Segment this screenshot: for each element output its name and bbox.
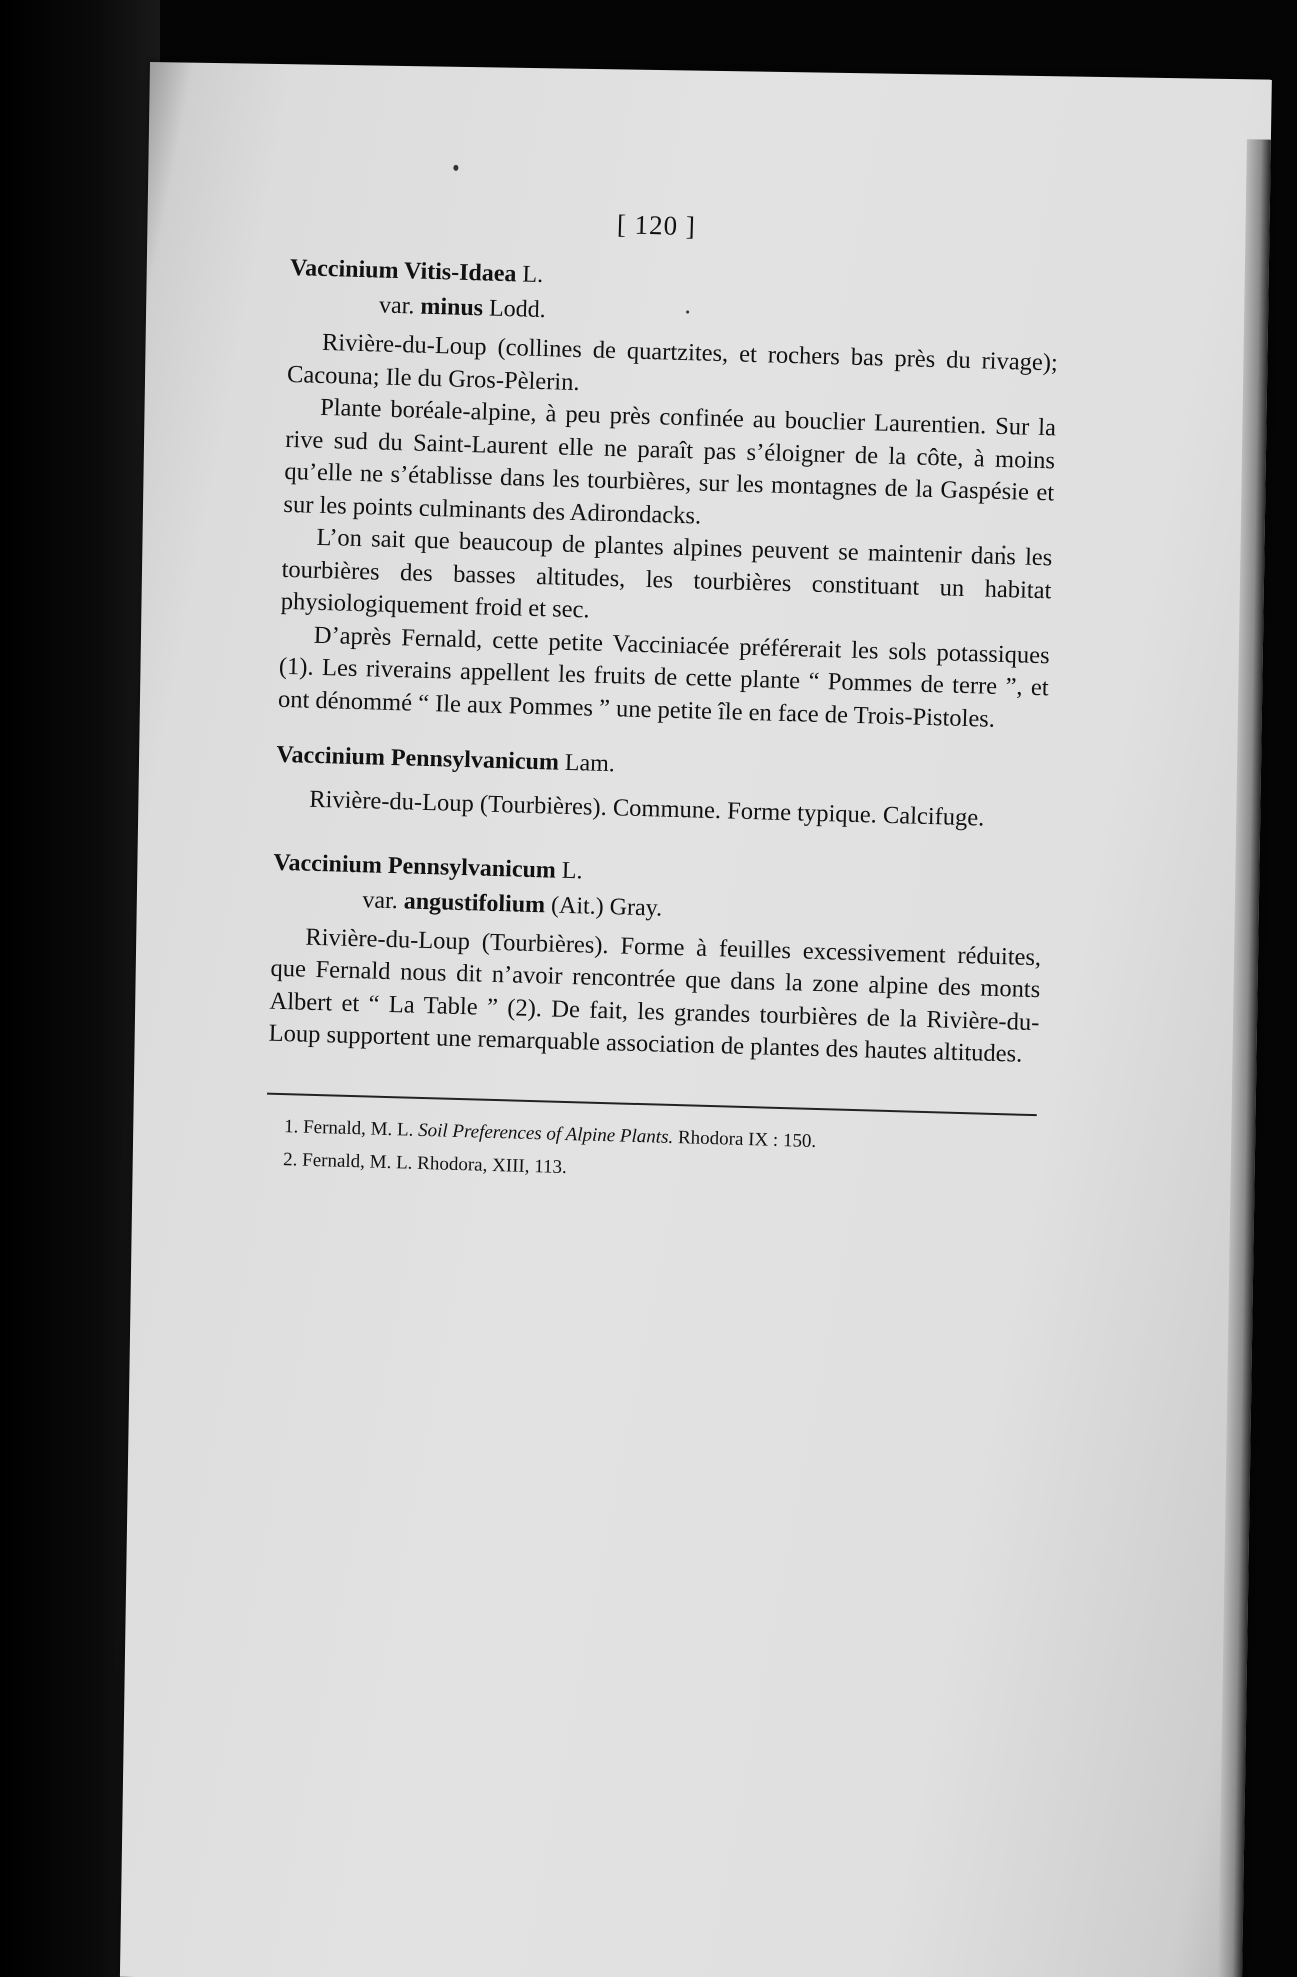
- page-number: [ 120 ]: [616, 209, 697, 242]
- species-author: Lam.: [564, 749, 616, 778]
- paper-speck: [453, 165, 458, 171]
- species-name: Vaccinium Pennsylvanicum: [276, 741, 560, 776]
- footnote-number: 2.: [282, 1148, 298, 1171]
- page-text: [265, 200, 1062, 1200]
- paragraph: Plante boréale-alpine, à peu près confinée au bouclier Laurentien. Sur la rive sud du Saint-Laurent elle ne paraît pas s’éloigner de la côte, à moins qu’elle ne s’établisse dans les tourbières, sur les montagnes de la Gaspésie et sur les points culminants des Adirondacks.: [283, 393, 1057, 530]
- variety-name: minus: [420, 293, 484, 322]
- footnote-source: Rhodora, XIII, 113.: [416, 1152, 568, 1178]
- paragraph: Rivière-du-Loup (Tourbières). Commune. Forme typique. Calcifuge.: [308, 785, 985, 832]
- footnote-title: Soil Preferences of Alpine Plants.: [417, 1119, 674, 1148]
- variety-author: (Ait.) Gray.: [550, 892, 663, 922]
- species-name: Vaccinium Vitis-Idaea: [289, 254, 517, 288]
- species-author: L.: [522, 261, 544, 289]
- footnote-author: Fernald, M. L.: [301, 1149, 413, 1174]
- species-author: L.: [561, 857, 583, 884]
- species-name: Vaccinium Pennsylvanicum: [273, 849, 557, 884]
- footnote-number: 1.: [283, 1115, 299, 1138]
- page-edge-shadow: [1218, 139, 1271, 1977]
- variety-prefix: var.: [362, 886, 399, 914]
- footnote-source: Rhodora IX : 150.: [677, 1126, 817, 1152]
- variety-name: angustifolium: [403, 887, 546, 918]
- paragraph: Rivière-du-Loup (Tourbières). Forme à feuilles excessivement réduites, que Fernald nous dit n’avoir rencontrée que dans la zone alpine des monts Albert et “ La Table ” (2). De fait, les grandes tourbières de la Rivière-du-Loup supportent une remarquable association de plantes des hautes altitudes.: [268, 923, 1042, 1068]
- footnote-rule: [267, 1092, 1037, 1115]
- paragraph: L’on sait que beaucoup de plantes alpines peuvent se maintenir dans les tourbières des basses altitudes, les tourbières constituant un habitat physiologiquement froid et sec.: [280, 523, 1053, 624]
- paragraph: D’après Fernald, cette petite Vacciniacée préférerait les sols potassiques (1). Les riverains appellent les fruits de cette plante “ Pommes de terre ”, et ont dénommé “ Ile aux Pommes ” une petite île en face de Trois-Pistoles.: [277, 621, 1050, 733]
- paragraph: Rivière-du-Loup (collines de quartzites, et rochers bas près du rivage); Cacouna; Ile du Gros-Pèlerin.: [286, 328, 1059, 396]
- variety-prefix: var.: [378, 292, 415, 320]
- variety-author: Lodd.: [488, 295, 547, 324]
- footnote-author: Fernald, M. L.: [302, 1116, 414, 1141]
